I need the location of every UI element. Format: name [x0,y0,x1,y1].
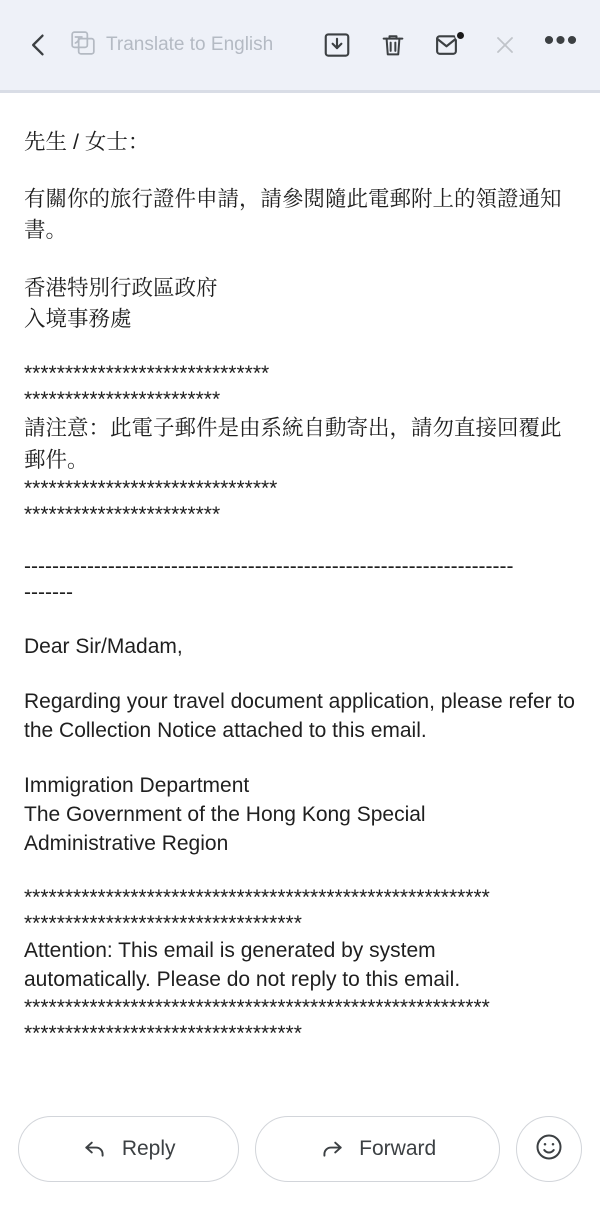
notice-english-line-1: Attention: This email is generated by system [24,939,436,963]
email-toolbar [0,0,600,90]
body-english: Regarding your travel document application, please refer to the Collection Notice attached to this email. [24,689,575,742]
toolbar-actions [314,22,584,68]
trash-icon [379,31,407,59]
more-options-button[interactable] [538,22,584,68]
translate-to-english-button[interactable] [70,30,273,61]
stars-chinese-top-line-2: ************************ [24,388,221,412]
mark-unread-button[interactable] [426,22,472,68]
divider-line-1: ---------------------------------------------------------------------- [24,555,514,579]
signature-chinese [24,273,576,335]
reply-label: Reply [121,1137,176,1160]
signature-english-line-1: Immigration Department [24,773,250,797]
unread-indicator-dot [455,30,466,41]
signature-chinese-line-1: 香港特別行政區政府 [24,275,218,300]
stars-english-top-line-1: ********************************************************* [24,885,490,909]
body-chinese: 有關你的旅行證件申請，請參閱隨此電郵附上的領證通知書。 [24,187,562,243]
forward-arrow-icon [319,1134,345,1165]
email-body [0,93,600,1090]
greeting-chinese: 先生 / 女士： [24,130,150,154]
signature-chinese-line-2: 入境事務處 [24,306,132,331]
stars-english-top-line-2: ********************************** [24,911,302,935]
forward-label: Forward [359,1137,437,1160]
reply-button[interactable] [18,1116,239,1182]
section-divider-text [24,554,576,607]
delete-button[interactable] [370,22,416,68]
back-button[interactable] [16,22,62,68]
notice-english-line-2: automatically. Please do not reply to this email. [24,967,461,991]
reply-arrow-icon [82,1134,108,1165]
stars-chinese-top-line-1: ****************************** [24,361,270,385]
close-button[interactable] [482,22,528,68]
email-action-bar [0,1090,600,1208]
archive-button[interactable] [314,22,360,68]
notice-chinese: 請注意：此電子郵件是由系統自動寄出，請勿直接回覆此郵件。 [24,416,562,472]
more-horizontal-icon: ••• [543,24,579,57]
signature-english [24,772,576,859]
signature-english-line-2: The Government of the Hong Kong Special [24,802,426,826]
stars-chinese-bottom-line-2: ************************ [24,502,221,526]
notice-chinese-block [24,361,576,528]
emoji-reaction-button[interactable] [516,1116,582,1182]
translate-icon [70,30,96,61]
translate-label: Translate to English [106,34,274,55]
forward-button[interactable] [255,1116,500,1182]
back-arrow-icon [25,31,53,59]
stars-chinese-bottom-line-1: ******************************* [24,476,278,500]
smiley-face-icon [534,1132,564,1167]
divider-line-2: ------- [24,581,73,605]
notice-english-block [24,885,576,1048]
stars-english-bottom-line-1: ********************************************************* [24,995,490,1019]
greeting-english: Dear Sir/Madam, [24,634,183,658]
archive-icon [322,30,352,60]
signature-english-line-3: Administrative Region [24,831,229,855]
close-icon [493,33,517,57]
stars-english-bottom-line-2: ********************************** [24,1022,302,1046]
